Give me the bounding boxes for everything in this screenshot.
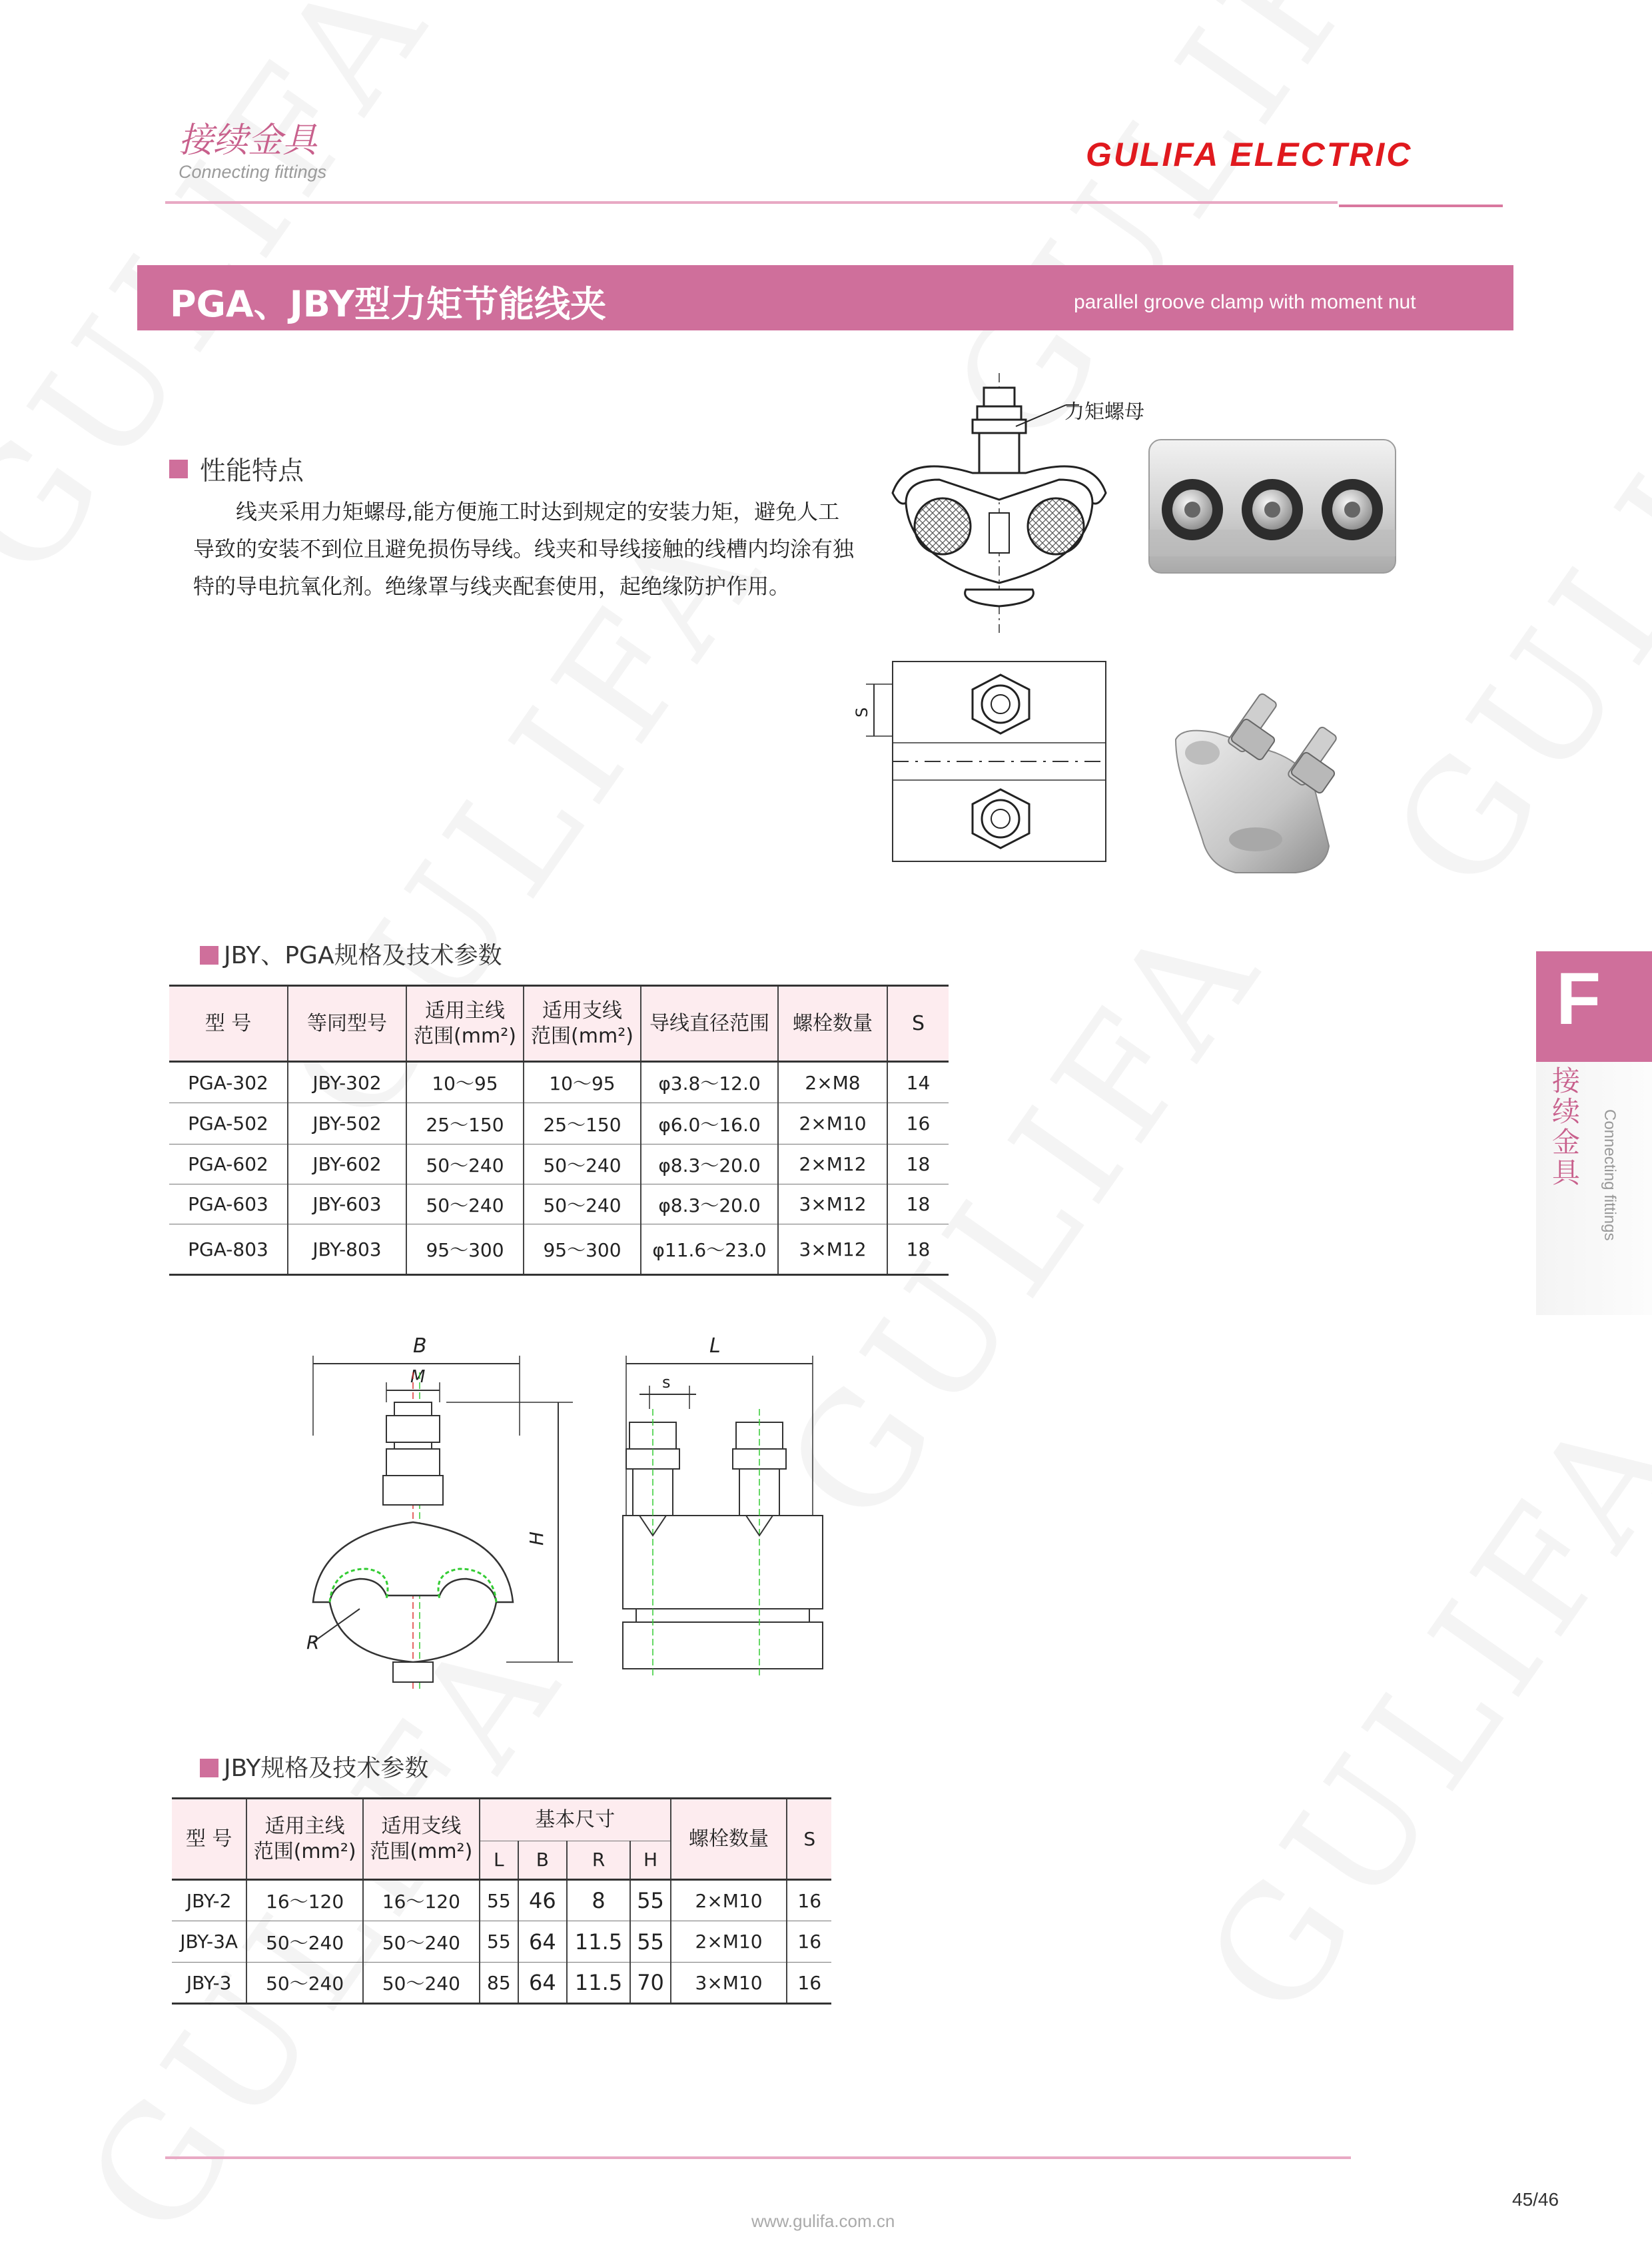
spec-table-pga-jby	[169, 985, 949, 1276]
cell: JBY-3	[172, 1963, 246, 2004]
cell: 2×M8	[778, 1062, 887, 1103]
col-header: 螺栓数量	[671, 1799, 787, 1880]
chapter-title-cn: 接续金具	[1552, 1065, 1581, 1189]
cell: φ6.0～16.0	[641, 1103, 778, 1144]
cell: 16	[787, 1880, 831, 1921]
brand-logo: GULIFA ELECTRIC	[1086, 136, 1413, 173]
cell: 3×M10	[671, 1963, 787, 2004]
cell: 55	[480, 1880, 518, 1921]
cell: 16	[787, 1921, 831, 1963]
cell: JBY-803	[288, 1224, 406, 1275]
col-header: 螺栓数量	[778, 986, 887, 1062]
cell: 25～150	[524, 1103, 641, 1144]
cell: 16～120	[246, 1880, 363, 1921]
cell: 50～240	[246, 1963, 363, 2004]
features-line: 导致的安装不到位且避免损伤导线。线夹和导线接触的线槽内均涂有独	[193, 536, 855, 562]
footer-divider	[165, 2156, 1351, 2159]
cell: 16	[787, 1963, 831, 2004]
header-divider	[165, 201, 1338, 204]
watermark	[1172, 1374, 1652, 2047]
cell: 50～240	[406, 1184, 524, 1224]
col-header: 型 号	[169, 986, 288, 1062]
col-header: 型 号	[172, 1799, 246, 1880]
cell: 2×M10	[671, 1880, 787, 1921]
torque-nut-label: 力矩螺母	[1064, 400, 1144, 424]
dim-H-label: H	[526, 1531, 548, 1546]
features-line: 特的导电抗氧化剂。绝缘罩与线夹配套使用，起绝缘防护作用。	[193, 574, 791, 599]
table-row	[169, 1062, 949, 1103]
cell: 64	[518, 1963, 567, 2004]
col-header: 适用支线 范围(mm²)	[524, 986, 641, 1062]
table2-heading: JBY规格及技术参数	[224, 1755, 429, 1782]
cell: 95～300	[406, 1224, 524, 1275]
header-divider-accent	[1339, 205, 1503, 207]
cell: 46	[518, 1880, 567, 1921]
section-marker	[169, 460, 188, 478]
cell: 11.5	[567, 1963, 631, 2004]
cell: JBY-302	[288, 1062, 406, 1103]
cell: 50～240	[246, 1921, 363, 1963]
website-url: www.gulifa.com.cn	[751, 2211, 895, 2231]
cell: φ8.3～20.0	[641, 1144, 778, 1184]
cell: JBY-602	[288, 1144, 406, 1184]
dim-R-label: R	[306, 1631, 320, 1653]
cell: 50～240	[524, 1184, 641, 1224]
cell: PGA-502	[169, 1103, 288, 1144]
watermark	[1359, 248, 1652, 921]
cell: 55	[630, 1880, 670, 1921]
col-header: 导线直径范围	[641, 986, 778, 1062]
cell: PGA-803	[169, 1224, 288, 1275]
cell: PGA-302	[169, 1062, 288, 1103]
cell: 55	[480, 1921, 518, 1963]
cell: 16～120	[363, 1880, 480, 1921]
clamp-front-dimension-drawing	[293, 1316, 573, 1695]
table-row	[169, 1184, 949, 1224]
page-number: 45/46	[1512, 2189, 1559, 2210]
cell: 50～240	[406, 1144, 524, 1184]
cell: 55	[630, 1921, 670, 1963]
cell: JBY-603	[288, 1184, 406, 1224]
cell: PGA-603	[169, 1184, 288, 1224]
cell: 70	[630, 1963, 670, 2004]
col-header: S	[887, 986, 949, 1062]
cell: JBY-502	[288, 1103, 406, 1144]
table-row	[172, 1963, 831, 2004]
category-title-cn: 接续金具	[179, 121, 318, 161]
cell: 8	[567, 1880, 631, 1921]
chapter-title-en: Connecting fittings	[1601, 1109, 1619, 1241]
clamp-photo-three-bolt	[1146, 430, 1399, 580]
dim-s-label: S	[853, 707, 871, 717]
cell: φ8.3～20.0	[641, 1184, 778, 1224]
section-marker	[200, 1759, 218, 1777]
cell: 3×M12	[778, 1224, 887, 1275]
cell: 95～300	[524, 1224, 641, 1275]
cell: 64	[518, 1921, 567, 1963]
dim-s-small-label: s	[662, 1373, 671, 1392]
cell: 11.5	[567, 1921, 631, 1963]
cell: 50～240	[363, 1921, 480, 1963]
cell: 10～95	[524, 1062, 641, 1103]
col-header: B	[518, 1841, 567, 1880]
cell: 50～240	[524, 1144, 641, 1184]
clamp-section-drawing	[879, 373, 1172, 633]
clamp-side-dimension-drawing	[613, 1316, 833, 1695]
table-row	[169, 1103, 949, 1144]
cell: 50～240	[363, 1963, 480, 2004]
col-header: S	[787, 1799, 831, 1880]
spec-table-jby	[172, 1797, 831, 2005]
cell: φ3.8～12.0	[641, 1062, 778, 1103]
clamp-top-view-drawing	[846, 656, 1112, 869]
col-header: 适用主线 范围(mm²)	[406, 986, 524, 1062]
cell: 18	[887, 1184, 949, 1224]
features-line: 线夹采用力矩螺母,能方便施工时达到规定的安装力矩，避免人工	[236, 499, 840, 524]
table-row	[172, 1880, 831, 1921]
dim-L-label: L	[709, 1334, 721, 1358]
cell: JBY-2	[172, 1880, 246, 1921]
clamp-photo-two-bolt	[1162, 680, 1389, 879]
features-heading: 性能特点	[200, 456, 304, 486]
features-text	[193, 493, 859, 605]
dim-B-label: B	[413, 1334, 427, 1358]
cell: JBY-3A	[172, 1921, 246, 1963]
chapter-letter: F	[1556, 958, 1601, 1040]
cell: 10～95	[406, 1062, 524, 1103]
cell: 3×M12	[778, 1184, 887, 1224]
table1-heading: JBY、PGA规格及技术参数	[224, 942, 502, 969]
product-title: PGA、JBY型力矩节能线夹	[170, 283, 607, 325]
table-row	[169, 1144, 949, 1184]
cell: 2×M10	[778, 1103, 887, 1144]
section-marker	[200, 946, 218, 965]
cell: 16	[887, 1103, 949, 1144]
col-header: 适用支线 范围(mm²)	[363, 1799, 480, 1880]
col-header: L	[480, 1841, 518, 1880]
col-header: 等同型号	[288, 986, 406, 1062]
col-header: R	[567, 1841, 631, 1880]
dim-M-label: M	[410, 1367, 426, 1387]
cell: 18	[887, 1144, 949, 1184]
table-row	[169, 1224, 949, 1275]
cell: 18	[887, 1224, 949, 1275]
col-header: 基本尺寸	[480, 1799, 671, 1841]
product-subtitle: parallel groove clamp with moment nut	[1074, 291, 1416, 313]
table-row	[172, 1921, 831, 1963]
cell: 14	[887, 1062, 949, 1103]
cell: PGA-602	[169, 1144, 288, 1184]
cell: 85	[480, 1963, 518, 2004]
cell: 2×M12	[778, 1144, 887, 1184]
category-title-en: Connecting fittings	[179, 162, 327, 182]
cell: φ11.6～23.0	[641, 1224, 778, 1275]
cell: 2×M10	[671, 1921, 787, 1963]
col-header: H	[630, 1841, 670, 1880]
col-header: 适用主线 范围(mm²)	[246, 1799, 363, 1880]
cell: 25～150	[406, 1103, 524, 1144]
